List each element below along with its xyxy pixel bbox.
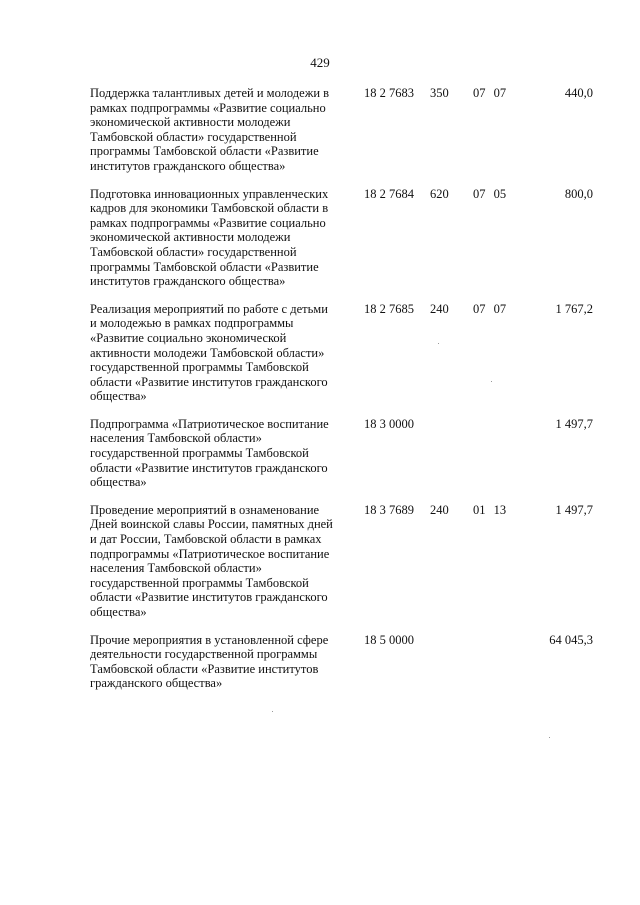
row-description [90, 302, 352, 404]
row-amount: 1 497,7 [555, 416, 593, 431]
description-line: Тамбовской области» государственной [90, 129, 297, 144]
description-line: населения Тамбовской области» [90, 561, 262, 576]
table-row [90, 86, 595, 174]
row-type: 240 [430, 502, 449, 517]
description-line: институтов гражданского общества» [90, 158, 286, 173]
description-line: Реализация мероприятий по работе с детьми [90, 301, 328, 316]
description-line: Подготовка инновационных управленческих [90, 186, 329, 201]
description-line: Подпрограмма «Патриотическое воспитание [90, 416, 329, 431]
description-line: государственной программы Тамбовской [90, 446, 309, 461]
row-code: 18 3 7689 [364, 502, 414, 517]
description-line: и дат России, Тамбовской области в рамках [90, 532, 322, 547]
description-line: гражданского общества» [90, 676, 223, 691]
row-amount: 64 045,3 [549, 632, 593, 647]
description-line: экономической активности молодежи [90, 230, 291, 245]
description-line: Тамбовской области» государственной [90, 244, 297, 259]
description-line: Поддержка талантливых детей и молодежи в [90, 86, 330, 100]
row-description [90, 633, 352, 691]
description-line: «Развитие социально экономической [90, 330, 287, 345]
row-amount: 800,0 [564, 186, 593, 201]
description-line: и молодежью в рамках подпрограммы [90, 316, 294, 331]
row-type: 240 [430, 301, 449, 316]
description-line: Дней воинской славы России, памятных дней [90, 517, 333, 532]
row-description [90, 503, 352, 620]
row-section: 01 13 [473, 502, 507, 517]
page-number: 429 [310, 55, 330, 70]
row-type: 620 [430, 186, 449, 201]
row-amount: 440,0 [564, 86, 593, 100]
description-line: рамках подпрограммы «Развитие социально [90, 100, 326, 115]
table-row [90, 187, 595, 289]
budget-table [90, 86, 595, 704]
description-line: кадров для экономики Тамбовской области в [90, 201, 329, 216]
scan-speck [272, 711, 273, 712]
description-line: общества» [90, 389, 147, 404]
row-section: 07 07 [473, 301, 507, 316]
description-line: общества» [90, 605, 147, 619]
description-line: государственной программы Тамбовской [90, 575, 309, 590]
row-type: 350 [430, 86, 449, 100]
table-row [90, 302, 595, 404]
description-line: экономической активности молодежи [90, 115, 291, 130]
row-code: 18 5 0000 [364, 632, 414, 647]
description-line: Проведение мероприятий в ознаменование [90, 502, 320, 517]
scan-speck [491, 381, 492, 382]
row-amount: 1 497,7 [555, 502, 593, 517]
description-line: Прочие мероприятия в установленной сфере [90, 632, 329, 647]
description-line: подпрограммы «Патриотическое воспитание [90, 546, 330, 561]
description-line: программы Тамбовской области «Развитие [90, 259, 319, 274]
description-line: общества» [90, 475, 147, 490]
description-line: деятельности государственной программы [90, 647, 318, 662]
row-code: 18 2 7684 [364, 186, 414, 201]
description-line: области «Развитие институтов гражданского [90, 590, 328, 605]
scan-speck [438, 343, 439, 344]
row-code: 18 3 0000 [364, 416, 414, 431]
description-line: области «Развитие институтов гражданского [90, 374, 328, 389]
table-row [90, 417, 595, 490]
row-description [90, 187, 352, 289]
table-row [90, 633, 595, 691]
row-section: 07 05 [473, 186, 507, 201]
description-line: институтов гражданского общества» [90, 274, 286, 289]
description-line: активности молодежи Тамбовской области» [90, 345, 325, 360]
description-line: Тамбовской области «Развитие институтов [90, 661, 319, 676]
table-row [90, 503, 595, 620]
description-line: программы Тамбовской области «Развитие [90, 144, 319, 159]
row-section: 07 07 [473, 86, 507, 100]
description-line: государственной программы Тамбовской [90, 360, 309, 375]
description-line: рамках подпрограммы «Развитие социально [90, 215, 326, 230]
description-line: области «Развитие институтов гражданского [90, 460, 328, 475]
scan-speck [549, 737, 550, 738]
description-line: населения Тамбовской области» [90, 431, 262, 446]
row-description [90, 86, 352, 174]
row-code: 18 2 7685 [364, 301, 414, 316]
row-code: 18 2 7683 [364, 86, 414, 100]
row-amount: 1 767,2 [555, 301, 593, 316]
row-description [90, 417, 352, 490]
